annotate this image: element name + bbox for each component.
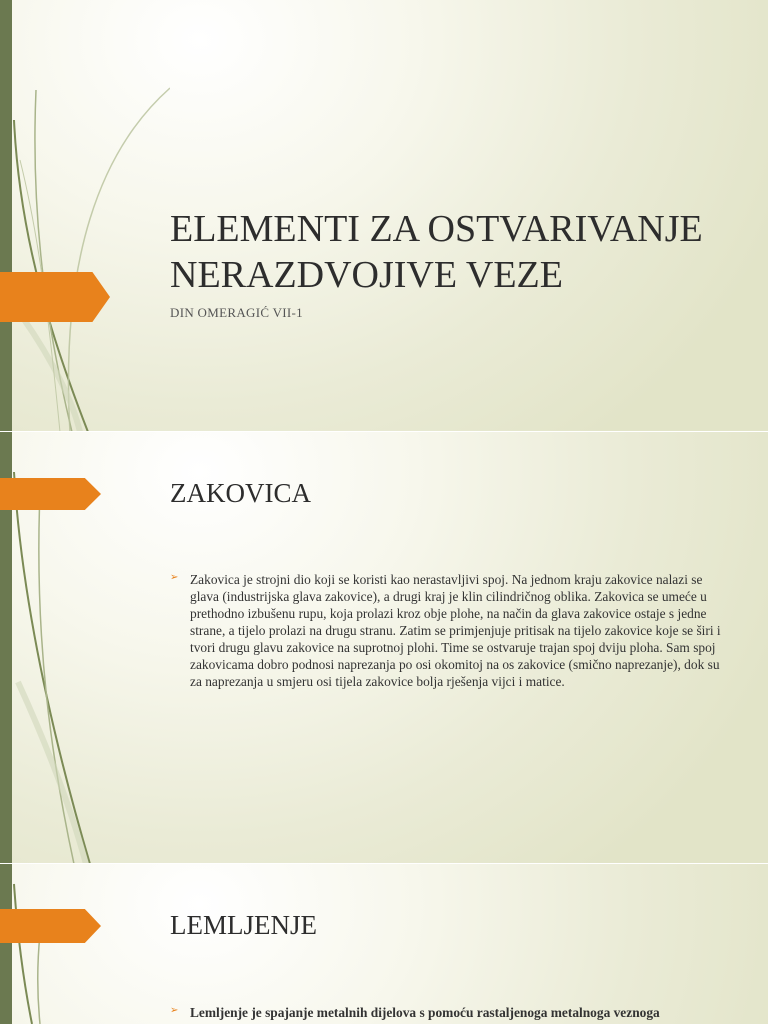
presentation-subtitle: DIN OMERAGIĆ VII-1 bbox=[170, 305, 303, 320]
arrow-bullet-icon: ➢ bbox=[170, 572, 179, 583]
leaf-curves-icon bbox=[0, 0, 170, 432]
bullet-text: Lemljenje je spajanje metalnih dijelova s pomoću rastaljenoga metalnoga veznoga bbox=[190, 1005, 660, 1020]
slide-heading: ZAKOVICA bbox=[170, 478, 311, 508]
slide-1 bbox=[0, 0, 768, 432]
arrow-bullet-icon: ➢ bbox=[170, 1005, 179, 1016]
accent-tab bbox=[0, 272, 110, 322]
bullet-text: Zakovica je strojni dio koji se koristi kao nerastavljivi spoj. Na jednom kraju zakovice nalazi se glava (industrijska glava zakovice), a drugi kraj je klin cilindričnog oblika. Zakovica se umeće u prethodno izbušenu rupu, koja prolazi kroz obje plohe, na način da glava zakovice ostaje s jedne strane, a tijelo prolazi na drugu stranu. Zatim se primjenjuje pritisak na tijelo zakovice koje se širi i tvori drugu glavu zakovice na suprotnoj plohi. Time se ostvaruje trajan spoj dviju ploha. Sam spoj zakovicama dobro podnosi naprezanja po osi okomitoj na os zakovice (smično naprezanje), dok su za naprezanja u smjeru osi tijela zakovice bolja rješenja vijci i matice. bbox=[190, 572, 721, 689]
slide-2 bbox=[0, 432, 768, 864]
slide-heading: LEMLJENJE bbox=[170, 910, 317, 940]
accent-tab bbox=[0, 478, 101, 510]
presentation-title: ELEMENTI ZA OSTVARIVANJE NERAZDVOJIVE VEZE bbox=[170, 208, 703, 296]
slide-3 bbox=[0, 864, 768, 1024]
bullet-item bbox=[170, 1004, 722, 1021]
accent-tab bbox=[0, 909, 101, 943]
leaf-curves-icon bbox=[0, 864, 170, 1024]
bullet-item bbox=[170, 571, 722, 690]
